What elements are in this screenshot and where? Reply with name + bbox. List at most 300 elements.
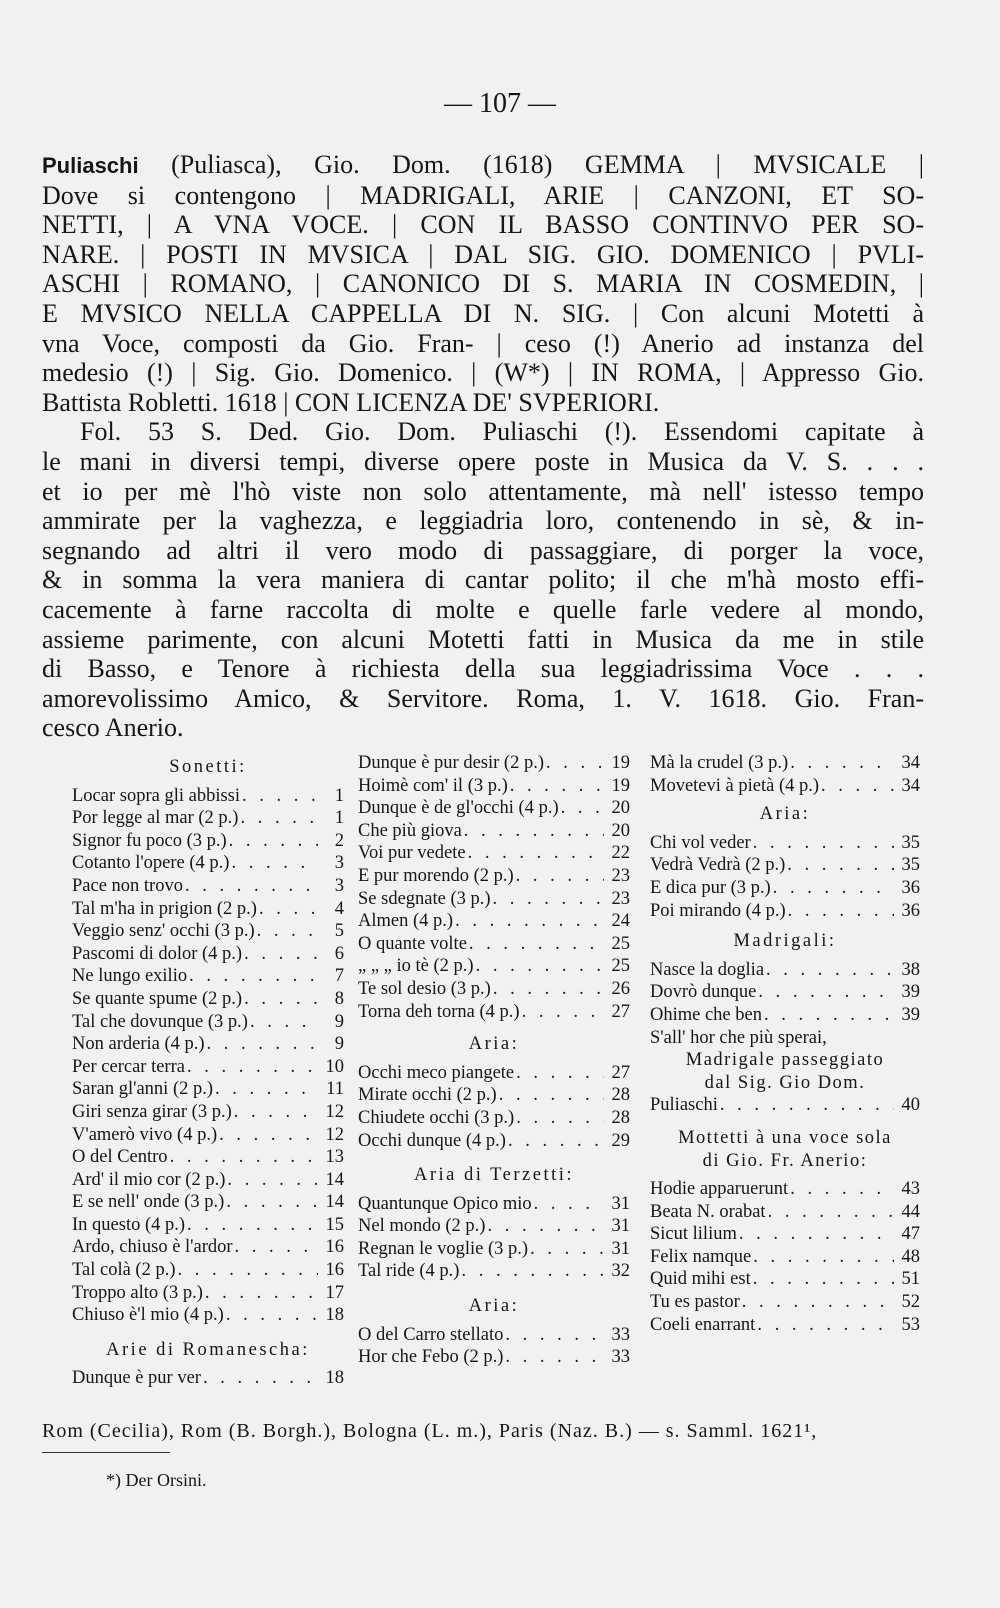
- dedication-line: cesco Anerio.: [42, 713, 184, 743]
- index-item-title: Poi mirando (4 p.): [650, 900, 786, 921]
- index-item-title: Dunque è pur ver: [72, 1368, 201, 1389]
- index-list: [650, 832, 920, 922]
- index-item-title: In questo (4 p.): [72, 1214, 186, 1235]
- index-item-page: 35: [901, 832, 920, 853]
- entry-author: Puliaschi: [42, 153, 139, 178]
- index-item: [72, 1282, 344, 1305]
- index-item-page: 51: [901, 1269, 920, 1290]
- index-item: [650, 1094, 920, 1117]
- index-item-page: 53: [901, 1314, 920, 1335]
- index-item-page: 23: [611, 888, 630, 909]
- index-item-page: 9: [334, 1034, 344, 1055]
- index-item-title: Voi pur vedete: [358, 843, 466, 864]
- index-item-page: 25: [611, 956, 630, 977]
- dot-leader: [514, 865, 604, 888]
- index-column-1: [72, 752, 344, 1390]
- index-item-title: Regnan le voglie (3 p.): [358, 1238, 529, 1259]
- index-item-title: Tal che dovunque (3 p.): [72, 1011, 248, 1032]
- index-item-title: O del Centro: [72, 1147, 168, 1168]
- index-item-page: 16: [325, 1260, 344, 1281]
- index-item-title: Dovrò dunque: [650, 982, 757, 1003]
- entry-line: NARE. | POSTI IN MVSICA | DAL SIG. GIO. DOMENICO | PVLI-: [42, 239, 924, 269]
- index-item-title: Nasce la doglia: [650, 959, 765, 980]
- index-item-title: E dica pur (3 p.): [650, 877, 771, 898]
- index-item: [358, 888, 630, 911]
- index-item-title: Occhi dunque (4 p.): [358, 1130, 506, 1151]
- index-item-title: O del Carro stellato: [358, 1324, 504, 1345]
- dot-leader: [756, 981, 894, 1004]
- dot-leader: [176, 1259, 319, 1282]
- index-item-title: Hodie apparuerunt: [650, 1179, 789, 1200]
- index-item: [358, 910, 630, 933]
- index-item-title: Occhi meco piangete: [358, 1062, 515, 1083]
- index-item: [72, 1011, 344, 1034]
- index-item: [358, 1130, 630, 1153]
- index-item-page: 33: [611, 1324, 630, 1345]
- index-item: [650, 1268, 920, 1291]
- dot-leader: [224, 1191, 318, 1214]
- dot-leader: [544, 752, 604, 775]
- dedication-line: le mani in diversi tempi, diverse opere poste in Musica da V. S. . . .: [42, 446, 924, 476]
- index-item: [72, 1304, 344, 1327]
- index-item-page: 26: [611, 978, 630, 999]
- dot-leader: [788, 752, 894, 775]
- dot-leader: [474, 955, 604, 978]
- index-item-title: Ardo, chiuso è l'ardor: [72, 1237, 233, 1258]
- index-item-title: O quante volte: [358, 933, 467, 954]
- index-item-title: Ohime che ben: [650, 1004, 762, 1025]
- library-locations: Rom (Cecilia), Rom (B. Borgh.), Bologna (L. m.), Paris (Naz. B.) — s. Samml. 1621¹,: [42, 1420, 818, 1442]
- index-item-page: 1: [334, 785, 344, 806]
- index-item-page: 22: [611, 843, 630, 864]
- index-item-page: 38: [901, 959, 920, 980]
- index-item: [72, 1191, 344, 1214]
- section-heading: Aria:: [468, 1296, 520, 1317]
- index-item-title: V'amerò vivo (4 p.): [72, 1124, 218, 1145]
- index-item-title: Troppo alto (3 p.): [72, 1282, 203, 1303]
- index-item-title: Hor che Febo (2 p.): [358, 1347, 504, 1368]
- index-item-page: 52: [901, 1292, 920, 1313]
- index-item-page: 15: [325, 1214, 344, 1235]
- index-item-page: 16: [325, 1237, 344, 1258]
- index-item-page: 9: [334, 1011, 344, 1032]
- index-item-title: Sicut lilium: [650, 1224, 737, 1245]
- index-item-title: Puliaschi: [650, 1095, 718, 1116]
- index-item-page: 5: [334, 921, 344, 942]
- dot-leader: [514, 1107, 604, 1130]
- index-item: [650, 1246, 920, 1269]
- dot-leader: [751, 832, 894, 855]
- dot-leader: [508, 775, 604, 798]
- index-item-page: 27: [611, 1062, 630, 1083]
- dot-leader: [503, 1324, 604, 1347]
- index-item: [72, 1236, 344, 1259]
- section-subheading: di Gio. Fr. Anerio:: [702, 1150, 868, 1171]
- dedication-line: ammirate per la vaghezza, e leggiadria loro, contenendo in sè, & in-: [42, 506, 924, 536]
- index-list: [358, 752, 630, 1023]
- dedication-line: assieme parimente, con alcuni Motetti fatti in Musica da me in stile: [42, 624, 924, 654]
- index-item: [650, 877, 920, 900]
- dot-leader: [771, 877, 894, 900]
- index-item-page: 14: [325, 1169, 344, 1190]
- index-item-page: 48: [901, 1246, 920, 1267]
- index-item-page: 31: [611, 1238, 630, 1259]
- index-item-page: 28: [611, 1085, 630, 1106]
- index-item: [650, 832, 920, 855]
- index-item-title: Se quante spume (2 p.): [72, 988, 243, 1009]
- index-item: [358, 1084, 630, 1107]
- index-item: [650, 900, 920, 923]
- index-list: [358, 1062, 630, 1152]
- dot-leader: [819, 775, 894, 798]
- section-heading: Aria:: [759, 804, 811, 825]
- index-item-page: 43: [901, 1179, 920, 1200]
- index-list: [650, 752, 920, 797]
- dot-leader: [185, 1214, 318, 1237]
- footnote-rule: [42, 1452, 170, 1453]
- index-item-page: 12: [325, 1124, 344, 1145]
- entry-line: ASCHI | ROMANO, | CANONICO DI S. MARIA IN COSMEDIN, |: [42, 269, 924, 299]
- index-item-title: Hoimè com' il (3 p.): [358, 775, 508, 796]
- index-item: [358, 1324, 630, 1347]
- index-item-page: 36: [901, 900, 920, 921]
- madrigale-note: Madrigale passeggiato: [685, 1050, 885, 1071]
- index-item-page: 20: [611, 820, 630, 841]
- index-item-title: Quid mihi est: [650, 1269, 751, 1290]
- dot-leader: [459, 1260, 604, 1283]
- index-column-3: [650, 752, 920, 1336]
- index-item: [650, 752, 920, 775]
- dot-leader: [201, 1367, 318, 1390]
- index-item-title: Por legge al mar (2 p.): [72, 808, 239, 829]
- dot-leader: [785, 854, 894, 877]
- index-item: [72, 1367, 344, 1390]
- index-item-page: 24: [611, 911, 630, 932]
- dot-leader: [187, 965, 318, 988]
- dot-leader: [240, 785, 318, 808]
- entry-line: NETTI, | A VNA VOCE. | CON IL BASSO CONTINVO PER SO-: [42, 210, 924, 240]
- dot-leader: [751, 1268, 894, 1291]
- index-item-title: Dunque è pur desir (2 p.): [358, 753, 544, 773]
- index-item: [650, 981, 920, 1004]
- section-heading: Madrigali:: [733, 931, 837, 952]
- index-item-title: Saran gl'anni (2 p.): [72, 1079, 214, 1100]
- dot-leader: [217, 1124, 318, 1147]
- entry-line: vna Voce, composti da Gio. Fran- | ceso (!) Anerio ad instanza del: [42, 328, 924, 358]
- dot-leader: [559, 797, 604, 820]
- index-item-page: 25: [611, 933, 630, 954]
- dot-leader: [205, 1033, 318, 1056]
- entry-line: Dove si contengono | MADRIGALI, ARIE | CANZONI, ET SO-: [42, 180, 924, 210]
- dot-leader: [788, 1178, 894, 1201]
- entry-line: medesio (!) | Sig. Gio. Domenico. | (W*) | IN ROMA, | Appresso Gio.: [42, 358, 924, 388]
- index-item-title: Dunque è de gl'occhi (4 p.): [358, 798, 559, 819]
- dot-leader: [503, 1346, 604, 1369]
- dot-leader: [532, 1193, 604, 1216]
- index-item-title: Nel mondo (2 p.): [358, 1216, 486, 1237]
- index-item-title: Movetevi à pietà (4 p.): [650, 775, 820, 796]
- dedication-line: cacemente à farne raccolta di molte e quelle farle vedere al mondo,: [42, 594, 924, 624]
- index-item-title: Chiudete occhi (3 p.): [358, 1107, 515, 1128]
- dot-leader: [242, 943, 318, 966]
- index-item: [358, 1193, 630, 1216]
- index-item: [72, 875, 344, 898]
- index-item-page: 23: [611, 865, 630, 886]
- section-heading: Aria:: [468, 1034, 520, 1055]
- index-item: [650, 1178, 920, 1201]
- index-item-page: 11: [326, 1079, 344, 1100]
- index-item-page: 2: [334, 830, 344, 851]
- dot-leader: [528, 1238, 604, 1261]
- index-item: [72, 1056, 344, 1079]
- dot-leader: [233, 1236, 318, 1259]
- index-item: [358, 1215, 630, 1238]
- index-item-page: 29: [611, 1130, 630, 1151]
- dot-leader: [740, 1291, 894, 1314]
- dot-leader: [238, 807, 318, 830]
- index-item: [650, 854, 920, 877]
- index-list: [358, 1193, 630, 1283]
- dedication-line: segnando ad altri il vero modo di passaggiare, di porger la voce,: [42, 535, 924, 565]
- index-item: [72, 852, 344, 875]
- dot-leader: [506, 1130, 604, 1153]
- index-item-page: 19: [611, 775, 630, 796]
- index-item-title: Cotanto l'opere (4 p.): [72, 853, 230, 874]
- index-item: [72, 965, 344, 988]
- index-item: [72, 1078, 344, 1101]
- dot-leader: [232, 1101, 318, 1124]
- index-item-page: 6: [334, 943, 344, 964]
- index-item-title: Se sdegnate (3 p.): [358, 888, 491, 909]
- index-item: [358, 1107, 630, 1130]
- dot-leader: [786, 900, 894, 923]
- index-item-title: Ard' il mio cor (2 p.): [72, 1169, 226, 1190]
- index-item: [72, 988, 344, 1011]
- dot-leader: [485, 1215, 604, 1238]
- index-item-title: Tal m'ha in prigion (2 p.): [72, 898, 257, 919]
- index-item-page: 1: [334, 808, 344, 829]
- index-item-page: 33: [611, 1347, 630, 1368]
- index-item: [358, 775, 630, 798]
- dot-leader: [762, 1004, 894, 1027]
- dedication-line: & in somma la vera maniera di cantar polito; il che m'hà mosto effi-: [42, 565, 924, 595]
- dot-leader: [225, 1169, 318, 1192]
- index-item-page: 3: [334, 875, 344, 896]
- index-list: [358, 1324, 630, 1369]
- index-item: [72, 920, 344, 943]
- dedication-line: di Basso, e Tenore à richiesta della sua leggiadrissima Voce . . .: [42, 654, 924, 684]
- index-item-title: Tu es pastor: [650, 1292, 740, 1313]
- dot-leader: [751, 1246, 894, 1269]
- index-item: [650, 959, 920, 982]
- index-item-page: 17: [325, 1282, 344, 1303]
- index-item-page: 39: [901, 1004, 920, 1025]
- index-list: [650, 959, 920, 1049]
- index-item-title: Giri senza girar (3 p.): [72, 1101, 232, 1122]
- index-item-title: Almen (4 p.): [358, 911, 454, 932]
- index-item-page: 35: [901, 855, 920, 876]
- entry-line: E MVSICO NELLA CAPPELLA DI N. SIG. | Con alcuni Motetti à: [42, 298, 924, 328]
- index-item-page: 10: [325, 1056, 344, 1077]
- index-item-page: 4: [334, 898, 344, 919]
- index-column-2: [358, 752, 630, 1369]
- index-item-page: 31: [611, 1216, 630, 1237]
- section-heading: Arie di Romanescha:: [106, 1339, 310, 1360]
- index-item: [358, 1001, 630, 1024]
- dot-leader: [766, 1201, 894, 1224]
- madrigale-note: dal Sig. Gio Dom.: [704, 1072, 866, 1093]
- index-list: [72, 1367, 344, 1390]
- index-item-title: „ „ „ io tè (2 p.): [358, 956, 474, 977]
- index-item-title: E se nell' onde (3 p.): [72, 1192, 225, 1213]
- index-item: [650, 1223, 920, 1246]
- dot-leader: [462, 820, 604, 843]
- index-item: [358, 865, 630, 888]
- index-item-title: S'all' hor che più sperai,: [650, 1027, 827, 1048]
- index-item-page: 44: [901, 1201, 920, 1222]
- index-item-page: 32: [611, 1261, 630, 1282]
- dedication-line: Fol. 53 S. Ded. Gio. Dom. Puliaschi (!). Essendomi capitate à: [80, 417, 924, 447]
- index-item-page: 13: [325, 1147, 344, 1168]
- dedication-line: amorevolissimo Amico, & Servitore. Roma, 1. V. 1618. Gio. Fran-: [42, 683, 924, 713]
- index-item-title: Mirate occhi (2 p.): [358, 1085, 497, 1106]
- index-item-title: Veggio senz' occhi (3 p.): [72, 921, 255, 942]
- index-item-title: Per cercar terra: [72, 1056, 185, 1077]
- dot-leader: [491, 888, 604, 911]
- index-item-title: Mà la crudel (3 p.): [650, 753, 789, 773]
- index-item: [358, 1238, 630, 1261]
- dot-leader: [491, 978, 604, 1001]
- index-item-title: Pace non trovo: [72, 875, 183, 896]
- index-item-title: Pascomi di dolor (4 p.): [72, 943, 243, 964]
- dot-leader: [764, 959, 894, 982]
- index-item: [72, 807, 344, 830]
- index-item-title: Non arderia (4 p.): [72, 1034, 205, 1055]
- index-item-page: 14: [325, 1192, 344, 1213]
- index-item: [72, 1259, 344, 1282]
- dot-leader: [520, 1001, 604, 1024]
- dot-leader: [466, 842, 604, 865]
- index-item-title: Te sol desio (3 p.): [358, 978, 491, 999]
- index-list: [650, 1178, 920, 1336]
- index-item-title: Che più giova: [358, 820, 462, 841]
- index-item: [358, 1062, 630, 1085]
- index-item-page: 31: [611, 1193, 630, 1214]
- dot-leader: [255, 920, 318, 943]
- index-item-title: Tal colà (2 p.): [72, 1260, 176, 1281]
- index-item: [358, 842, 630, 865]
- index-item: [72, 1214, 344, 1237]
- index-item: [358, 978, 630, 1001]
- index-item-page: 18: [325, 1305, 344, 1326]
- index-item-page: 36: [901, 877, 920, 898]
- index-item: [650, 775, 920, 798]
- index-item: [358, 933, 630, 956]
- catalog-entry: [42, 150, 924, 743]
- index-list: [72, 785, 344, 1327]
- dot-leader: [755, 1314, 894, 1337]
- index-item: [72, 898, 344, 921]
- index-item: [650, 1027, 920, 1050]
- entry-line: Battista Robletti. 1618 | CON LICENZA DE' SVPERIORI.: [42, 387, 660, 417]
- index-item: [358, 1346, 630, 1369]
- index-item: [650, 1291, 920, 1314]
- dot-leader: [168, 1146, 318, 1169]
- index-item-title: Quantunque Opico mio: [358, 1193, 532, 1214]
- index-item-page: 40: [901, 1095, 920, 1116]
- dot-leader: [242, 988, 318, 1011]
- index-item-title: E pur morendo (2 p.): [358, 865, 514, 886]
- index-item-title: Torna deh torna (4 p.): [358, 1001, 520, 1022]
- index-item-title: Beata N. orabat: [650, 1201, 766, 1222]
- index-item-page: 19: [611, 753, 630, 773]
- index-item-title: Vedrà Vedrà (2 p.): [650, 855, 786, 876]
- index-item: [650, 1314, 920, 1337]
- dot-leader: [718, 1094, 894, 1117]
- index-item-title: Signor fu poco (3 p.): [72, 830, 227, 851]
- index-item-title: Locar sopra gli abbissi: [72, 785, 240, 806]
- index-item-title: Coeli enarrant: [650, 1314, 756, 1335]
- index-item-page: 47: [901, 1224, 920, 1245]
- index-item-page: 27: [611, 1001, 630, 1022]
- index-item: [358, 752, 630, 775]
- dot-leader: [213, 1078, 318, 1101]
- dot-leader: [224, 1304, 318, 1327]
- index-item: [358, 820, 630, 843]
- index-item: [358, 1260, 630, 1283]
- index-item: [650, 1004, 920, 1027]
- index-item-page: 3: [334, 853, 344, 874]
- index-item-title: Tal ride (4 p.): [358, 1261, 460, 1282]
- index-item: [72, 943, 344, 966]
- index-item-title: Chi vol veder: [650, 832, 751, 853]
- dot-leader: [227, 830, 318, 853]
- index-item-title: Felix namque: [650, 1246, 752, 1267]
- index-item: [72, 1101, 344, 1124]
- dot-leader: [203, 1282, 318, 1305]
- index-item-page: 28: [611, 1107, 630, 1128]
- index-item: [72, 1033, 344, 1056]
- index-item-page: 7: [334, 966, 344, 987]
- index-item-page: 20: [611, 798, 630, 819]
- index-item-title: Chiuso è'l mio (4 p.): [72, 1305, 224, 1326]
- dot-leader: [514, 1062, 604, 1085]
- index-item-page: 18: [325, 1368, 344, 1389]
- footnote: *) Der Orsini.: [106, 1470, 207, 1490]
- dot-leader: [183, 875, 318, 898]
- dot-leader: [257, 898, 318, 921]
- entry-title-start: (Puliasca), Gio. Dom. (1618) GEMMA | MVSICALE |: [138, 150, 924, 179]
- index-item-page: 8: [334, 988, 344, 1009]
- section-heading: Sonetti:: [169, 757, 247, 777]
- index-item: [650, 1201, 920, 1224]
- dot-leader: [453, 910, 604, 933]
- index-item: [72, 1124, 344, 1147]
- section-heading: Aria di Terzetti:: [413, 1165, 575, 1186]
- index-item: [358, 797, 630, 820]
- dot-leader: [185, 1056, 318, 1079]
- dot-leader: [248, 1011, 318, 1034]
- dot-leader: [737, 1223, 894, 1246]
- page-number: — 107 —: [444, 88, 556, 119]
- entry-line: [42, 150, 924, 181]
- dot-leader: [467, 933, 604, 956]
- index-item: [72, 830, 344, 853]
- index-item-page: 39: [901, 982, 920, 1003]
- index-item-page: 34: [901, 753, 920, 773]
- index-item: [72, 1146, 344, 1169]
- index-item-page: 12: [325, 1101, 344, 1122]
